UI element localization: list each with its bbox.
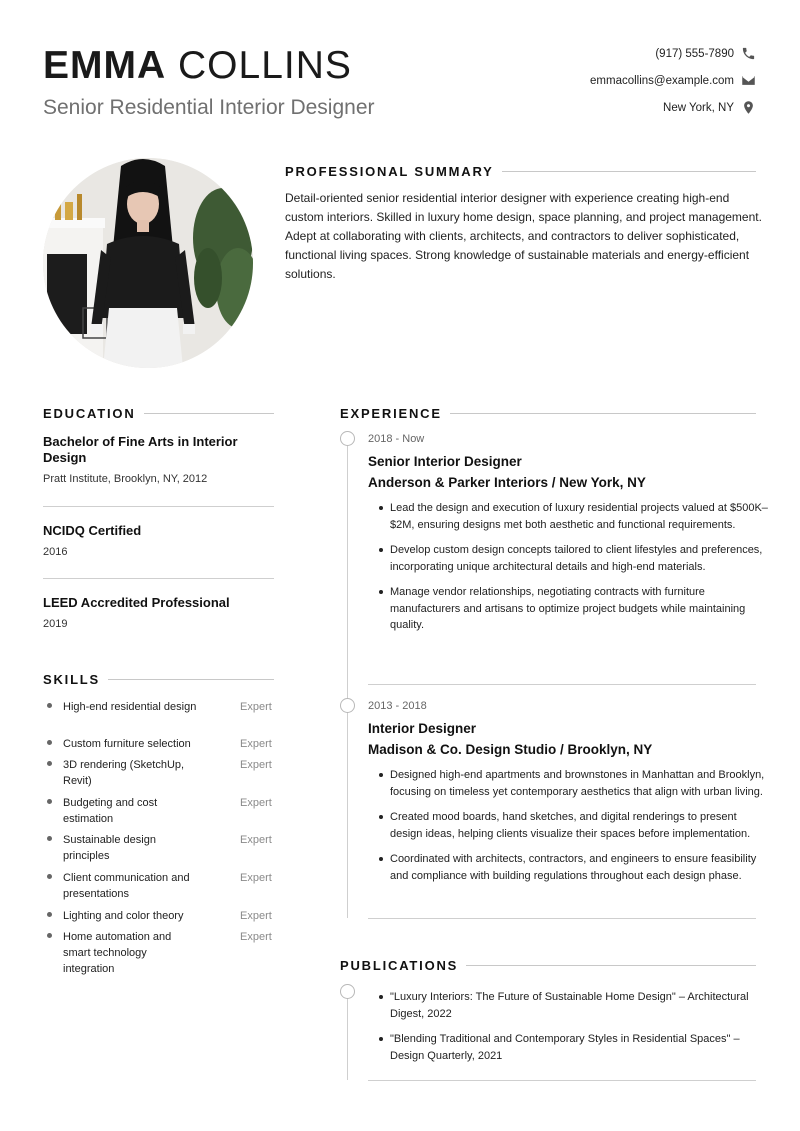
timeline-line [347, 998, 348, 1080]
experience-bullets [368, 500, 770, 643]
bullet-dot [47, 933, 52, 938]
experience-divider [368, 918, 756, 919]
education-item [43, 595, 274, 630]
candidate-name [43, 44, 352, 88]
timeline-line [347, 446, 348, 918]
summary-text: Detail-oriented senior residential interior designer with experience creating high-end custom interiors. Skilled in luxury home design, space planning, and project management. Adept at collaborating with clients, architects, and contractors to deliver sophisticated, functional living spaces. Strong knowledge of sustainable materials and energy-efficient solutions. [285, 191, 762, 281]
publication-item: "Luxury Interiors: The Future of Sustainable Home Design" – Architectural Digest, 2022 [368, 989, 770, 1022]
bullet-dot [47, 761, 52, 766]
skill-name: Home automation and smart technology integration [63, 931, 172, 975]
skill-level: Expert [240, 701, 272, 713]
experience-divider [368, 684, 756, 685]
publications-heading-text: PUBLICATIONS [340, 958, 459, 973]
summary-heading [285, 164, 756, 179]
skill-level: Expert [240, 931, 272, 943]
skill-level: Expert [240, 872, 272, 884]
education-detail: 2016 [43, 546, 68, 558]
skill-name: Budgeting and cost estimation [63, 797, 158, 825]
experience-bullet: Develop custom design concepts tailored to client lifestyles and preferences, incorporating unique architectural details and high-end materials. [368, 542, 770, 575]
skill-name: High-end residential design [63, 701, 197, 713]
experience-title: Senior Interior Designer [368, 454, 522, 469]
skill-name: Custom furniture selection [63, 738, 191, 750]
bullet-dot [47, 874, 52, 879]
profile-photo [43, 158, 253, 368]
skill-name: Sustainable design principles [63, 834, 156, 862]
experience-heading [340, 406, 756, 421]
bullet-dot [47, 836, 52, 841]
education-detail: Pratt Institute, Brooklyn, NY, 2012 [43, 473, 208, 485]
first-name: EMMA [43, 44, 167, 87]
experience-bullet: Coordinated with architects, contractors, and engineers to ensure feasibility and compliance with building regulations throughout each design phase. [368, 851, 770, 884]
summary-heading-text: PROFESSIONAL SUMMARY [285, 164, 494, 179]
experience-heading-text: EXPERIENCE [340, 406, 442, 421]
skill-name: 3D rendering (SketchUp, Revit) [63, 759, 185, 787]
experience-bullet: Designed high-end apartments and brownstones in Manhattan and Brooklyn, focusing on timeless yet contemporary aesthetics that align with urban living. [368, 767, 770, 800]
experience-company: Madison & Co. Design Studio / Brooklyn, NY [368, 742, 653, 757]
skills-heading-text: SKILLS [43, 672, 101, 687]
skill-level: Expert [240, 738, 272, 750]
education-detail: 2019 [43, 618, 68, 630]
publications-heading [340, 958, 756, 973]
skill-level: Expert [240, 910, 272, 922]
experience-bullets [368, 767, 770, 893]
experience-bullet: Created mood boards, hand sketches, and digital renderings to present design ideas, helping clients visualize their spaces before implementation. [368, 809, 770, 842]
skill-name: Lighting and color theory [63, 910, 184, 922]
job-title: Senior Residential Interior Designer [43, 96, 375, 119]
map-pin-icon [741, 100, 756, 115]
bullet-dot [47, 740, 52, 745]
education-heading-rule [144, 413, 274, 414]
education-divider [43, 578, 274, 579]
education-item [43, 434, 274, 485]
timeline-marker [340, 431, 355, 446]
contact-email [590, 67, 756, 94]
publications-divider [368, 1080, 756, 1081]
skill-level: Expert [240, 759, 272, 771]
skill-level: Expert [240, 797, 272, 809]
skills-heading-rule [108, 679, 274, 680]
envelope-icon [741, 73, 756, 88]
experience-bullet: Manage vendor relationships, negotiating contracts with furniture manufacturers and artisans to optimize project budgets while maintaining quality. [368, 584, 770, 634]
contact-location [590, 94, 756, 121]
email-text: emmacollins@example.com [590, 74, 734, 87]
last-name: COLLINS [178, 44, 352, 87]
publications-list [368, 989, 770, 1073]
education-degree: NCIDQ Certified [43, 523, 142, 538]
publication-item: "Blending Traditional and Contemporary Styles in Residential Spaces" – Design Quarterly, 2021 [368, 1031, 770, 1064]
phone-icon [741, 46, 756, 61]
experience-title: Interior Designer [368, 721, 477, 736]
experience-heading-rule [450, 413, 756, 414]
education-item [43, 523, 274, 558]
skill-name: Client communication and presentations [63, 872, 190, 900]
contact-phone [590, 40, 756, 67]
bullet-dot [47, 799, 52, 804]
experience-bullet: Lead the design and execution of luxury residential projects valued at $500K–$2M, ensuring designs met both aesthetic and functional requirements. [368, 500, 770, 533]
experience-dates: 2018 - Now [368, 433, 425, 445]
education-divider [43, 506, 274, 507]
skills-heading [43, 672, 274, 687]
skill-level: Expert [240, 834, 272, 846]
phone-text: (917) 555-7890 [655, 47, 734, 60]
education-degree: Bachelor of Fine Arts in Interior Design [43, 434, 238, 465]
publications-heading-rule [466, 965, 756, 966]
education-heading [43, 406, 274, 421]
experience-dates: 2013 - 2018 [368, 700, 427, 712]
location-text: New York, NY [663, 101, 734, 114]
timeline-marker [340, 698, 355, 713]
contact-block [590, 40, 756, 121]
bullet-dot [47, 703, 52, 708]
experience-company: Anderson & Parker Interiors / New York, NY [368, 475, 646, 490]
education-degree: LEED Accredited Professional [43, 595, 230, 610]
summary-heading-rule [502, 171, 756, 172]
education-heading-text: EDUCATION [43, 406, 136, 421]
timeline-marker [340, 984, 355, 999]
bullet-dot [47, 912, 52, 917]
